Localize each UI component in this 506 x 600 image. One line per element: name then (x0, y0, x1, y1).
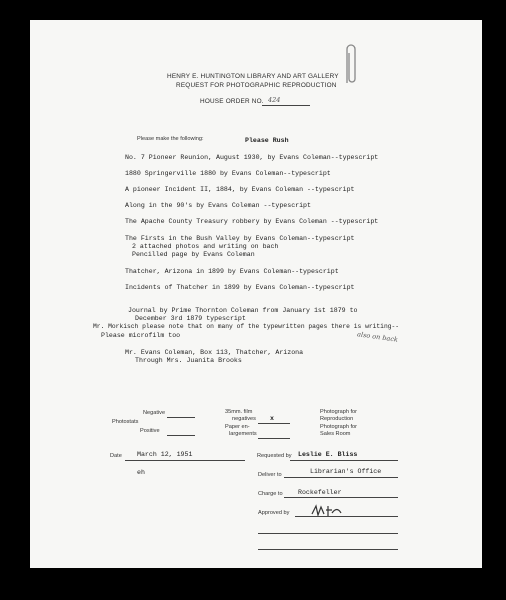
paper-label: Paper en- (225, 424, 250, 430)
film-mark: x (270, 415, 274, 422)
requested-by-label: Requested by (257, 453, 292, 459)
charge-to-value: Rockefeller (298, 489, 342, 496)
list-item: 1880 Springerville 1880 by Evans Coleman--typescript (125, 170, 331, 177)
negative-label: Negative (143, 410, 166, 416)
operator-note: Mr. Morkisch please note that on many of the typewritten pages there is writing-- (93, 323, 400, 330)
house-order-label: HOUSE ORDER NO. (200, 98, 264, 105)
charge-to-underline (284, 497, 398, 498)
list-item: No. 7 Pioneer Reunion, August 1930, by Evans Coleman--typescript (125, 154, 379, 161)
list-item: A pioneer Incident II, 1884, by Evans Coleman --typescript (125, 186, 355, 193)
request-title: REQUEST FOR PHOTOGRAPHIC REPRODUCTION (176, 82, 337, 89)
film-label: 35mm. film (225, 409, 253, 415)
deliver-to-underline (284, 477, 398, 478)
largements-label: largements (229, 431, 257, 437)
negatives-underline (258, 423, 290, 424)
paper-clip-icon (343, 43, 357, 87)
photo-ref-label2: Reproduction (320, 416, 354, 422)
institution-name: HENRY E. HUNTINGTON LIBRARY AND ART GALLERY (167, 73, 339, 80)
date-value: March 12, 1951 (137, 451, 193, 458)
date-underline (125, 460, 245, 461)
priority-note: Please Rush (245, 137, 289, 144)
list-item: Incidents of Thatcher in 1899 by Evans Coleman--typescript (125, 284, 355, 291)
photo-sales-label2: Sales Room (320, 431, 351, 437)
deliver-to-label: Deliver to (258, 472, 282, 478)
largements-underline (258, 438, 290, 439)
list-item: Along in the 90's by Evans Coleman --typescript (125, 202, 311, 209)
house-order-number: 424 (268, 96, 281, 104)
request-intro: Please make the following: (137, 136, 204, 142)
list-item: Journal by Prime Thornton Coleman from January 1st 1879 to (128, 307, 358, 314)
blank-line (258, 549, 398, 550)
list-item: December 3rd 1879 typescript (135, 315, 246, 322)
list-item: Thatcher, Arizona in 1899 by Evans Coleman--typescript (125, 268, 339, 275)
address-line: Mr. Evans Coleman, Box 113, Thatcher, Arizona (125, 349, 304, 356)
photo-sales-label: Photograph for (320, 424, 358, 430)
deliver-to-value: Librarian's Office (310, 468, 382, 475)
operator-note-cont: Please microfilm too (101, 332, 181, 339)
date-label: Date (110, 453, 122, 459)
list-item: 2 attached photos and writing on bach (132, 243, 279, 250)
clerk-initials: eh (137, 469, 145, 476)
negative-underline (167, 417, 195, 418)
address-line: Through Mrs. Juanita Brooks (135, 357, 242, 364)
handwritten-note: also on back (356, 330, 399, 344)
approved-by-label: Approved by (258, 510, 290, 516)
positive-underline (167, 435, 195, 436)
photo-ref-label: Photograph for (320, 409, 358, 415)
positive-label: Positive (140, 428, 160, 434)
requested-by-underline (290, 460, 398, 461)
negatives-label: negatives (232, 416, 256, 422)
list-item: The Firsts in the Bush Valley by Evans Coleman--typescript (125, 235, 355, 242)
list-item: The Apache County Treasury robbery by Evans Coleman --typescript (125, 218, 379, 225)
charge-to-label: Charge to (258, 491, 283, 497)
approved-by-underline (295, 516, 398, 517)
requested-by-value: Leslie E. Bliss (298, 451, 358, 458)
photostats-label: Photostats (112, 419, 139, 425)
blank-line (258, 533, 398, 534)
list-item: Pencilled page by Evans Coleman (132, 251, 255, 258)
house-order-underline (262, 105, 310, 106)
